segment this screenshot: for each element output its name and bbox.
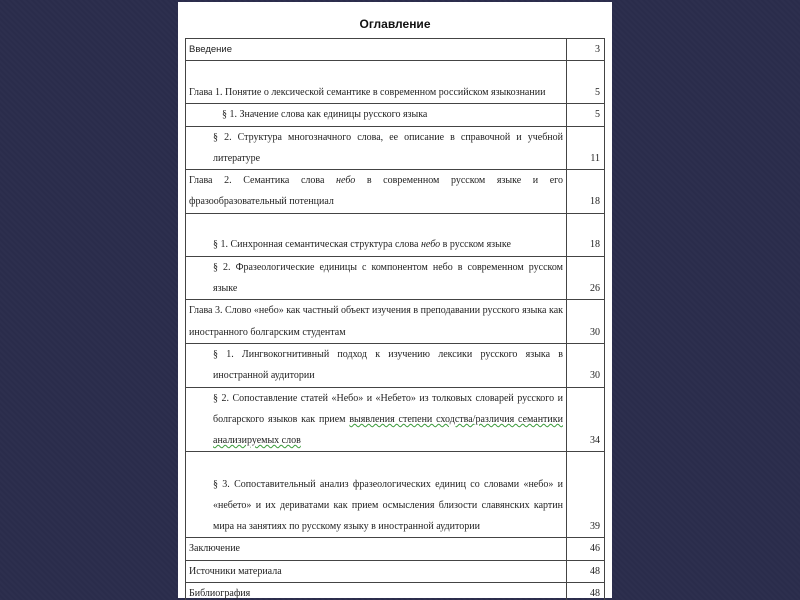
toc-entry-text: Глава 1. Понятие о лексической семантике в современном российском языкознании [186,61,567,104]
toc-row [186,300,605,344]
toc-entry-page: 18 [567,213,605,256]
toc-entry-page: 48 [567,560,605,582]
toc-row [186,213,605,256]
toc-entry-page: 5 [567,61,605,104]
toc-entry-page: 48 [567,583,605,600]
toc-row [186,61,605,104]
toc-row [186,583,605,600]
document-page [178,2,612,598]
toc-row [186,126,605,170]
toc-row [186,560,605,582]
toc-row [186,387,605,452]
toc-row [186,170,605,214]
toc-entry-page: 30 [567,300,605,344]
toc-entry-text: § 1. Лингвокогнитивный подход к изучению лексики русского языка в иностранной аудитории [186,343,567,387]
toc-entry-text: § 2. Сопоставление статей «Небо» и «Небето» из толковых словарей русского и болгарского языков как прием выявления степени сходства/различия семантики анализируемых слов [186,387,567,452]
toc-entry-page: 46 [567,538,605,560]
toc-entry-text: Библиография [186,583,567,600]
toc-entry-text: Глава 3. Слово «небо» как частный объект изучения в преподавании русского языка как иностранного болгарским студентам [186,300,567,344]
toc-entry-text: § 2. Фразеологические единицы с компонентом небо в современном русском языке [186,256,567,300]
toc-entry-page: 18 [567,170,605,214]
toc-row [186,452,605,538]
toc-table [185,38,605,600]
toc-entry-page: 26 [567,256,605,300]
toc-row [186,538,605,560]
toc-entry-page: 34 [567,387,605,452]
toc-entry-page: 39 [567,452,605,538]
toc-entry-page: 11 [567,126,605,170]
toc-row [186,256,605,300]
toc-entry-text: § 3. Сопоставительный анализ фразеологических единиц со словами «небо» и «небето» и их дериватами как прием осмысления близости славянских картин мира на занятиях по русскому языку в иностранной аудитории [186,452,567,538]
toc-entry-text: § 1. Синхронная семантическая структура слова небо в русском языке [186,213,567,256]
toc-entry-text: Введение [186,39,567,61]
toc-row [186,39,605,61]
toc-entry-text: Заключение [186,538,567,560]
toc-entry-page: 5 [567,104,605,126]
toc-entry-page: 3 [567,39,605,61]
toc-row [186,343,605,387]
toc-title-text: Оглавление [359,17,431,31]
spellcheck-underline: выявления степени сходства/различия семантики анализируемых слов [213,413,563,447]
toc-entry-text: § 2. Структура многозначного слова, ее описание в справочной и учебной литературе [186,126,567,170]
toc-row [186,104,605,126]
toc-entry-text: Глава 2. Семантика слова небо в современном русском языке и его фразообразовательный потенциал [186,170,567,214]
toc-entry-text: Источники материала [186,560,567,582]
toc-entry-page: 30 [567,343,605,387]
toc-entry-text: § 1. Значение слова как единицы русского языка [186,104,567,126]
toc-title [178,17,612,31]
